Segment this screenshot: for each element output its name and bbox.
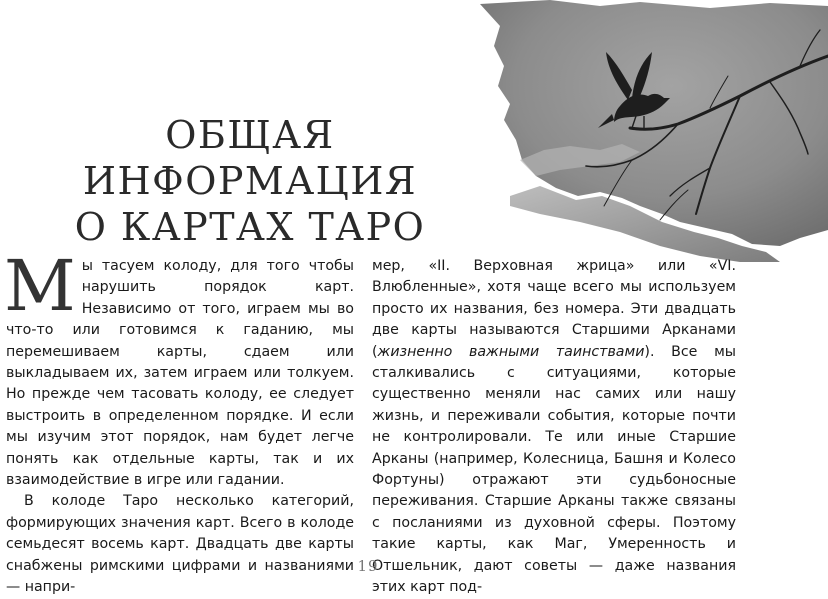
- page-number: 19: [357, 557, 379, 575]
- title-line-1: ОБЩАЯ ИНФОРМАЦИЯ: [82, 113, 418, 203]
- paragraph-intro-text: ы тасуем колоду, для того чтобы нарушить порядок карт. Независимо от того, играем мы во что-то или готовимся к гаданию, мы перемешиваем карты, сдаем или выкладываем их, затем играем или толкуем. Но прежде чем тасовать колоду, ее следует выстроить в определенном порядке. И если мы изучим этот порядок, нам будет легче понять как отдельные карты, так и их взаимодействие в игре или гадании.: [6, 258, 354, 489]
- paragraph-major-arcana: [372, 256, 736, 599]
- right-text-column: [372, 256, 736, 599]
- text-after-italic: ). Все мы сталкивались с ситуациями, которые существенно меняли нас самих или нашу жизнь, и переживали события, которые почти не контролировали. Те или иные Старшие Арканы (например, Колесница, Башня и Колесо Фортуны) отражают эти судьбоносные переживания. Старшие Арканы также связаны с посланиями из духовной сферы. Поэтому такие карты, как Маг, Умеренность и Отшельник, дают советы — даже названия этих карт под-: [372, 343, 736, 596]
- paragraph-intro: [4, 245, 354, 491]
- title-line-2: О КАРТАХ ТАРО: [74, 205, 426, 249]
- page-title: [0, 112, 500, 250]
- left-text-column: [4, 245, 354, 599]
- raven-on-branch-illustration: [480, 0, 828, 262]
- torn-parchment-icon: [480, 0, 828, 262]
- text-before-italic: мер, «II. Верховная жрица» или «VI. Влюбленные», хотя чаще всего мы используем просто их названия, без номера. Эти двадцать две карты называются Старшими Арканами (: [372, 258, 736, 360]
- italic-term: жизненно важными таинствами: [377, 343, 645, 360]
- paragraph-categories: В колоде Таро несколько категорий, формирующих значения карт. Всего в колоде семьдесят восемь карт. Двадцать две карты снабжены римскими цифрами и названиями — напри-: [6, 493, 354, 596]
- drop-cap: М: [4, 245, 76, 327]
